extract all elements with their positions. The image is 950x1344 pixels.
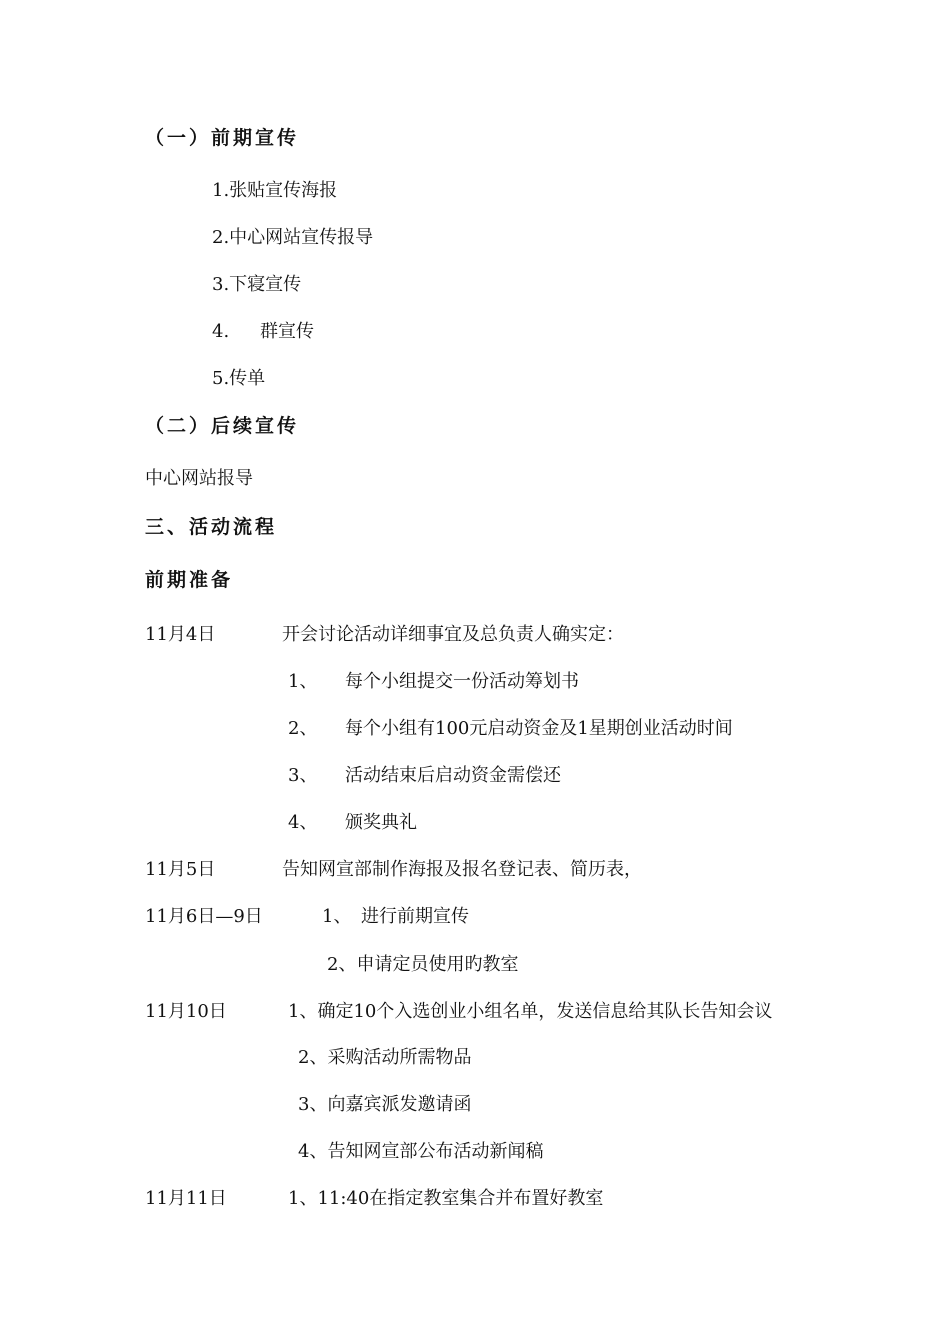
schedule-date: 11月5日 xyxy=(145,859,216,880)
schedule-text: 1、11:40在指定教室集合并布置好教室 xyxy=(288,1188,604,1209)
list-item: 1.张贴宣传海报 xyxy=(212,180,338,201)
schedule-text: 进行前期宣传 xyxy=(361,906,469,927)
list-item: 2.中心网站宣传报导 xyxy=(212,227,374,248)
subitem-text: 活动结束后启动资金需偿还 xyxy=(345,765,561,786)
subheading-preparation: 前期准备 xyxy=(145,569,234,591)
paragraph: 中心网站报导 xyxy=(145,468,253,489)
list-item: 5.传单 xyxy=(212,368,266,389)
subitem-number: 1、 xyxy=(288,671,318,692)
schedule-date: 11月10日 xyxy=(145,1001,227,1022)
list-item-number: 4. xyxy=(212,321,230,342)
schedule-date: 11月4日 xyxy=(145,624,216,645)
subitem-number: 3、 xyxy=(288,765,318,786)
subitem-number: 1、 xyxy=(322,906,352,927)
schedule-text: 3、向嘉宾派发邀请函 xyxy=(298,1094,472,1115)
section-heading-promotion-early: （一）前期宣传 xyxy=(145,127,300,149)
subitem-text: 每个小组提交一份活动筹划书 xyxy=(345,671,579,692)
subitem-text: 每个小组有100元启动资金及1星期创业活动时间 xyxy=(345,718,733,739)
subitem-number: 2、 xyxy=(288,718,318,739)
section-heading-promotion-followup: （二）后续宣传 xyxy=(145,415,300,437)
list-item: 3.下寝宣传 xyxy=(212,274,302,295)
schedule-text: 开会讨论活动详细事宜及总负责人确实定： xyxy=(282,624,624,645)
section-heading-activity-flow: 三、活动流程 xyxy=(145,516,278,538)
schedule-text: 告知网宣部制作海报及报名登记表、简历表， xyxy=(282,859,642,880)
schedule-date: 11月11日 xyxy=(145,1188,227,1209)
schedule-text: 2、采购活动所需物品 xyxy=(298,1047,472,1068)
schedule-date: 11月6日—9日 xyxy=(145,906,263,927)
subitem-text: 颁奖典礼 xyxy=(345,812,417,833)
schedule-text: 2、申请定员使用旳教室 xyxy=(327,954,519,975)
subitem-number: 4、 xyxy=(288,812,318,833)
list-item: 群宣传 xyxy=(260,321,314,342)
schedule-text: 4、告知网宣部公布活动新闻稿 xyxy=(298,1141,544,1162)
schedule-text: 1、确定10个入选创业小组名单，发送信息给其队长告知会议 xyxy=(288,1001,773,1022)
